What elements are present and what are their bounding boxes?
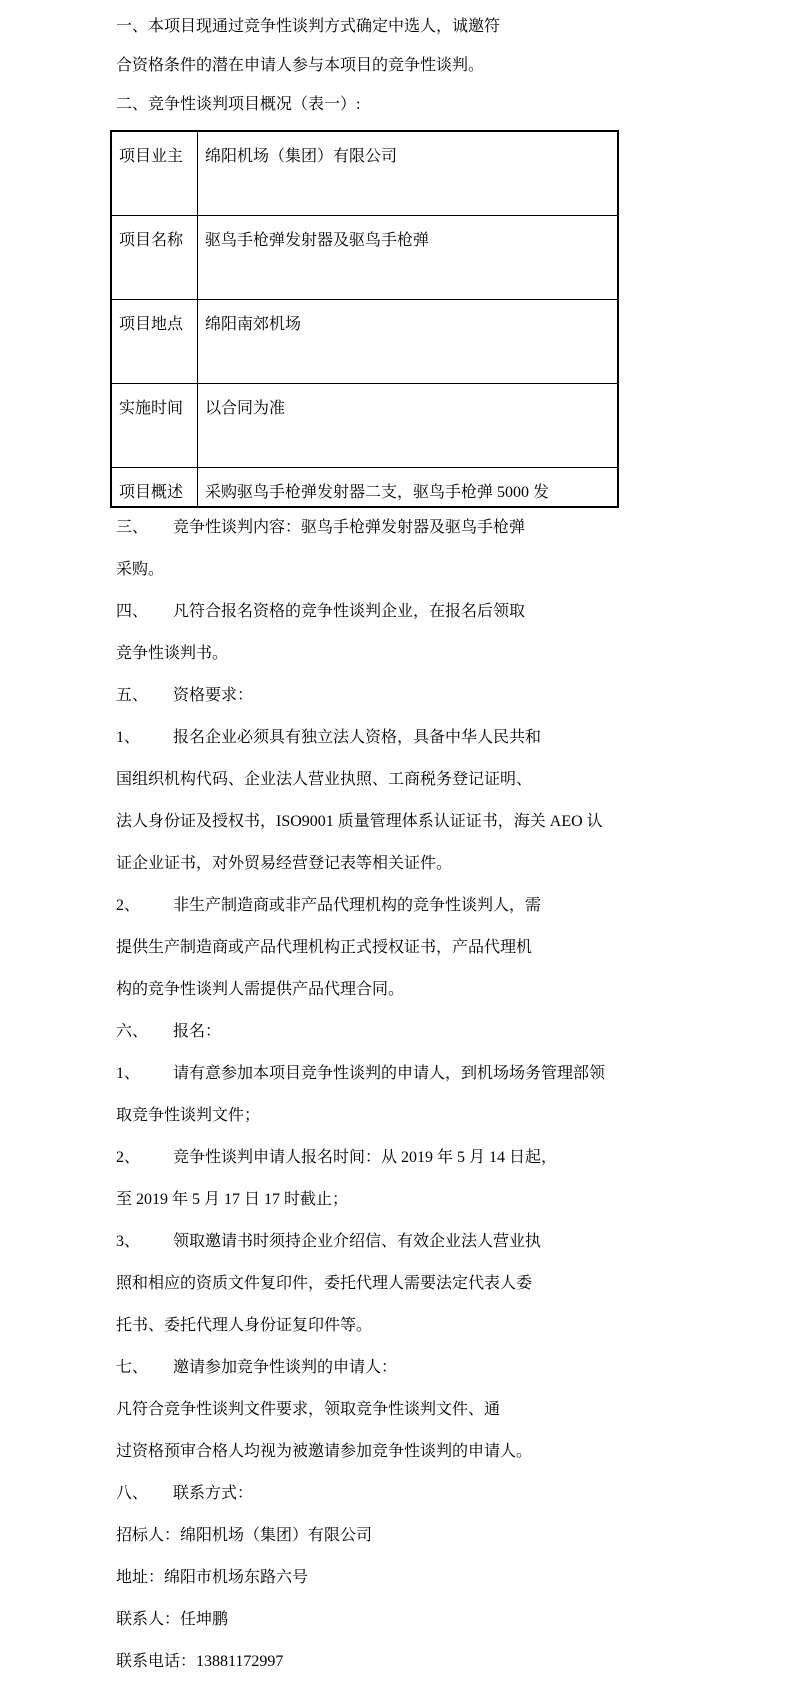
table-value-cell: 采购驱鸟手枪弹发射器二支，驱鸟手枪弹 5000 发 [198, 467, 619, 507]
text-line [116, 1011, 605, 1053]
table-row [111, 383, 618, 467]
line-text: 地址：绵阳市机场东路六号 [116, 1569, 309, 1586]
list-marker: 1、 [116, 729, 141, 746]
list-marker: 三、 [116, 519, 149, 536]
text-line [116, 969, 605, 1011]
text-line [116, 591, 605, 633]
text-line [116, 1305, 605, 1347]
text-line [116, 717, 605, 759]
text-line [116, 1557, 605, 1599]
list-marker: 四、 [116, 603, 149, 620]
text-line [116, 801, 605, 843]
line-text: 凡符合竞争性谈判文件要求，领取竞争性谈判文件、通 [116, 1401, 501, 1418]
line-text: 竞争性谈判书。 [116, 645, 229, 662]
list-marker: 1、 [116, 1065, 141, 1082]
text-line [116, 1137, 605, 1179]
table-value-cell: 驱鸟手枪弹发射器及驱鸟手枪弹 [198, 215, 619, 299]
text-line [116, 85, 500, 124]
list-marker: 八、 [116, 1485, 149, 1502]
text-line [116, 1515, 605, 1557]
text-line [116, 1221, 605, 1263]
list-marker: 六、 [116, 1023, 149, 1040]
line-text: 联系方式： [173, 1485, 254, 1502]
line-text: 报名： [173, 1023, 222, 1040]
text-line [116, 1431, 605, 1473]
list-marker: 五、 [116, 687, 149, 704]
text-line [116, 927, 605, 969]
text-line [116, 1389, 605, 1431]
text-line [116, 7, 500, 46]
line-text: 招标人：绵阳机场（集团）有限公司 [116, 1527, 373, 1544]
text-line [116, 885, 605, 927]
text-line [116, 1095, 605, 1137]
table-row [111, 299, 618, 383]
text-line [116, 1473, 605, 1515]
table-label-cell: 项目概述 [111, 467, 198, 507]
table-row [111, 215, 618, 299]
line-text: 照和相应的资质文件复印件，委托代理人需要法定代表人委 [116, 1275, 533, 1292]
line-text: 联系电话：13881172997 [116, 1653, 284, 1670]
line-text: 竞争性谈判内容：驱鸟手枪弹发射器及驱鸟手枪弹 [173, 519, 526, 536]
line-text: 资格要求： [173, 687, 254, 704]
line-text: 构的竞争性谈判人需提供产品代理合同。 [116, 981, 405, 998]
line-text: 至 2019 年 5 月 17 日 17 时截止； [116, 1191, 349, 1208]
list-marker: 七、 [116, 1359, 149, 1376]
line-text: 竞争性谈判申请人报名时间：从 2019 年 5 月 14 日起， [173, 1149, 558, 1166]
line-text: 联系人：任坤鹏 [116, 1611, 229, 1628]
line-text: 请有意参加本项目竞争性谈判的申请人，到机场场务管理部领 [173, 1065, 606, 1082]
text-line [116, 46, 500, 85]
text-line [116, 1599, 605, 1641]
list-marker: 2、 [116, 897, 141, 914]
text-line [116, 759, 605, 801]
table-label-cell: 实施时间 [111, 383, 198, 467]
line-text: 合资格条件的潜在申请人参与本项目的竞争性谈判。 [116, 57, 485, 74]
text-line [116, 1179, 605, 1221]
table-value-cell: 以合同为准 [198, 383, 619, 467]
table-label-cell: 项目业主 [111, 131, 198, 215]
list-marker: 3、 [116, 1233, 141, 1250]
text-line [116, 1053, 605, 1095]
line-text: 报名企业必须具有独立法人资格，具备中华人民共和 [173, 729, 542, 746]
text-line [116, 843, 605, 885]
line-text: 凡符合报名资格的竞争性谈判企业，在报名后领取 [173, 603, 526, 620]
line-text: 邀请参加竞争性谈判的申请人： [173, 1359, 398, 1376]
line-text: 二、竞争性谈判项目概况（表一）: [116, 96, 361, 113]
project-overview-table [110, 130, 619, 508]
line-text: 一、本项目现通过竞争性谈判方式确定中选人，诚邀符 [116, 18, 501, 35]
intro-section [116, 7, 500, 124]
text-line [116, 549, 605, 591]
table-row [111, 131, 618, 215]
text-line [116, 633, 605, 675]
text-line [116, 507, 605, 549]
text-line [116, 1347, 605, 1389]
line-text: 领取邀请书时须持企业介绍信、有效企业法人营业执 [173, 1233, 542, 1250]
line-text: 法人身份证及授权书，ISO9001 质量管理体系认证证书，海关 AEO 认 [116, 813, 603, 830]
text-line [116, 1263, 605, 1305]
line-text: 取竞争性谈判文件； [116, 1107, 261, 1124]
text-line [116, 675, 605, 717]
table-label-cell: 项目名称 [111, 215, 198, 299]
table-value-cell: 绵阳南郊机场 [198, 299, 619, 383]
table-value-cell: 绵阳机场（集团）有限公司 [198, 131, 619, 215]
line-text: 托书、委托代理人身份证复印件等。 [116, 1317, 373, 1334]
text-line [116, 1641, 605, 1683]
line-text: 提供生产制造商或产品代理机构正式授权证书，产品代理机 [116, 939, 533, 956]
line-text: 过资格预审合格人均视为被邀请参加竞争性谈判的申请人。 [116, 1443, 533, 1460]
line-text: 非生产制造商或非产品代理机构的竞争性谈判人，需 [173, 897, 542, 914]
line-text: 国组织机构代码、企业法人营业执照、工商税务登记证明、 [116, 771, 533, 788]
table-label-cell: 项目地点 [111, 299, 198, 383]
table-row [111, 467, 618, 507]
body-section [116, 507, 605, 1683]
line-text: 采购。 [116, 561, 165, 578]
line-text: 证企业证书，对外贸易经营登记表等相关证件。 [116, 855, 453, 872]
list-marker: 2、 [116, 1149, 141, 1166]
